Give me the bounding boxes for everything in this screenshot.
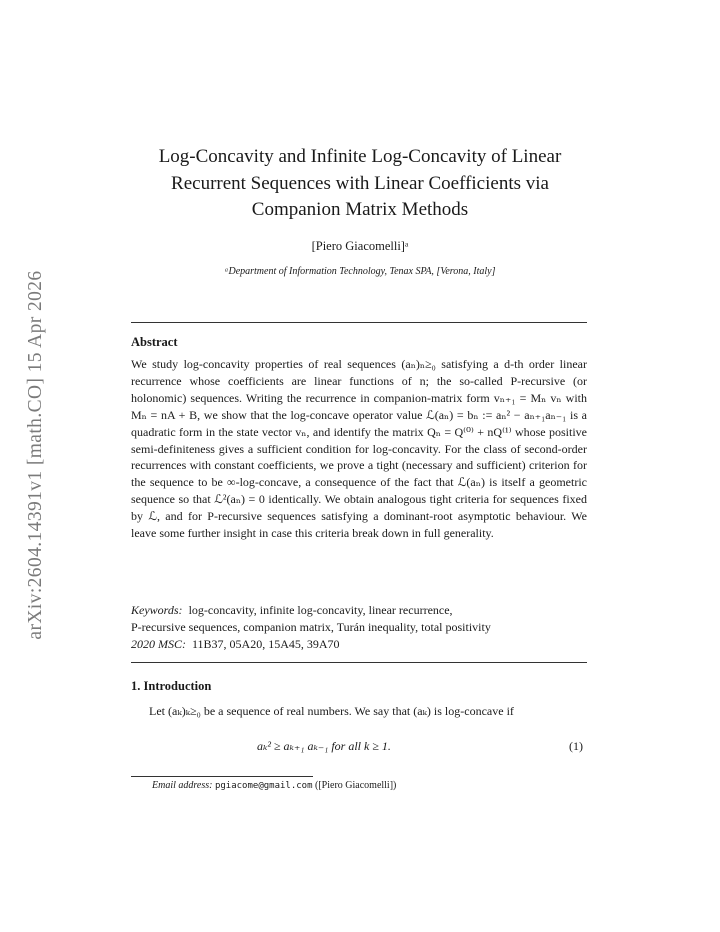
- arxiv-sidebar-stamp: [16, 245, 56, 665]
- abstract-bottom-rule: [131, 662, 587, 663]
- keywords-block: [131, 602, 601, 653]
- paper-title: [120, 144, 600, 224]
- footnote: [152, 780, 396, 791]
- equation-1: aₖ² ≥ aₖ₊₁ aₖ₋₁ for all k ≥ 1.: [257, 739, 391, 753]
- abstract-text: We study log-concavity properties of real sequences (aₙ)ₙ≥₀ satisfying a d-th order linear recurrence whose coefficients are linear functions of n; the so-called P-recursive (or holonomic) sequences. Writing the recurrence in companion-matrix form vₙ₊₁ = Mₙ vₙ with Mₙ = nA + B, we show that the log-concave operator value ℒ(aₙ) = bₙ := aₙ² − aₙ₊₁aₙ₋₁ is a quadratic form in the state vector vₙ, and identify the matrix Qₙ = Q⁽⁰⁾ + nQ⁽¹⁾ whose positive semi-definiteness gives a sufficient condition for log-concavity. For the class of second-order recurrences with constant coefficients, we prove a tight (necessary and sufficient) criterion for the sequence to be ∞-log-concave, a consequence of the fact that ℒ(aₙ) is itself a geometric sequence so that ℒ²(aₙ) = 0 identically. We obtain analogous tight criteria for sequences fixed by ℒ, and for P-recursive sequences satisfying a dominant-root asymptotic behaviour. We leave some further insight in case this criteria break down in full generality.: [131, 357, 587, 541]
- arxiv-identifier: arXiv:2604.14391v1 [math.CO] 15 Apr 2026: [25, 270, 46, 640]
- title-line: Recurrent Sequences with Linear Coefficients via: [171, 172, 549, 194]
- msc-label: 2020 MSC:: [131, 636, 186, 651]
- title-line: Companion Matrix Methods: [251, 199, 469, 220]
- msc-codes: 11B37, 05A20, 15A45, 39A70: [192, 636, 340, 651]
- footnote-rule: [131, 776, 313, 777]
- footnote-label: Email address:: [152, 780, 213, 791]
- abstract-top-rule: [131, 322, 587, 323]
- equation-number: (1): [569, 739, 583, 753]
- title-line: Log-Concavity and Infinite Log-Concavity of Linear: [158, 146, 562, 167]
- abstract-heading: Abstract: [131, 335, 178, 349]
- email-link[interactable]: pgiacome@gmail.com: [214, 781, 313, 791]
- author-affiliation: ᵃDepartment of Information Technology, Tenax SPA, [Verona, Italy]: [224, 266, 496, 277]
- keywords-label: Keywords:: [131, 603, 183, 617]
- section-heading: 1. Introduction: [131, 679, 212, 693]
- footnote-name: ([Piero Giacomelli]): [315, 780, 397, 791]
- keywords-line: P-recursive sequences, companion matrix, Turán inequality, total positivity: [131, 619, 491, 634]
- author-name: [Piero Giacomelli]ᵃ: [311, 239, 409, 253]
- keywords-line: log-concavity, infinite log-concavity, linear recurrence,: [188, 603, 453, 617]
- intro-paragraph: Let (aₖ)ₖ≥₀ be a sequence of real numbers. We say that (aₖ) is log-concave if: [149, 704, 514, 718]
